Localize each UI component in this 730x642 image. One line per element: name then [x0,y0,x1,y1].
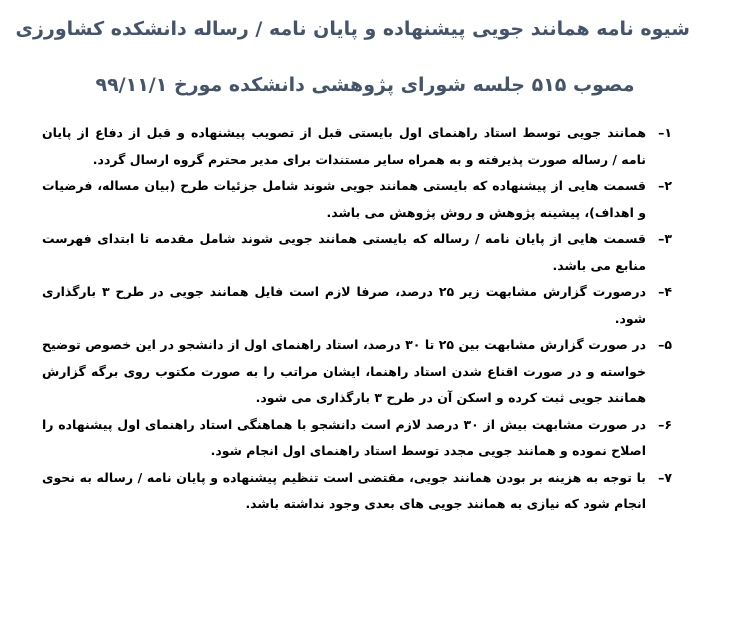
guideline-item-5 [42,332,672,412]
item-text: همانند جویی توسط استاد راهنمای اول بایستی قبل از تصویب پیشنهاده و قبل از دفاع از پایان نامه / رساله صورت پذیرفته و به همراه سایر مستندات برای مدیر محترم گروه ارسال گردد. [42,125,646,167]
item-text: با توجه به هزینه بر بودن همانند جویی، مقتضی است تنظیم پیشنهاده و پایان نامه / رساله به نحوی انجام شود که نیازی به همانند جویی های بعدی وجود نداشته باشد. [42,469,646,511]
item-number: ۷– [658,469,672,485]
guideline-item-2 [42,173,672,226]
item-number: ۱– [658,125,672,140]
guideline-list [42,120,672,518]
item-number: ۶– [658,416,672,432]
guideline-item-3 [42,226,672,279]
guideline-item-6 [42,412,672,465]
guideline-item-1 [42,120,672,173]
item-number: ۴– [658,284,672,299]
item-text: در صورت مشابهت بیش از ۳۰ درصد لازم است دانشجو با هماهنگی استاد راهنمای اول پیشنهاده را اصلاح نموده و همانند جویی مجدد توسط استاد راهنمای اول انجام شود. [42,416,646,458]
item-text: در صورت گزارش مشابهت بین ۲۵ تا ۳۰ درصد، استاد راهنمای اول از دانشجو در این خصوص توضیح خواسته و در صورت اقناع شدن استاد راهنما، ایشان مراتب را به صورت مکتوب روی برگه گزارش همانند جویی ثبت کرده و اسکن آن در طرح ۳ بارگذاری می شود. [42,337,646,405]
page-title: شیوه نامه همانند جویی پیشنهاده و پایان نامه / رساله دانشکده کشاورزی [15,18,690,40]
guideline-item-4 [42,279,672,332]
item-text: قسمت هایی از پایان نامه / رساله که بایستی همانند جویی شوند شامل مقدمه تا ابتدای فهرست منابع می باشد. [42,231,646,273]
item-number: ۵– [658,337,672,352]
item-text: قسمت هایی از پیشنهاده که بایستی همانند جویی شوند شامل جزئیات طرح (بیان مساله، فرضیات و اهداف)، پیشینه پژوهش و روش پژوهش می باشد. [42,178,646,220]
item-text: درصورت گزارش مشابهت زیر ۲۵ درصد، صرفا لازم است فایل همانند جویی در طرح ۳ بارگذاری شود. [42,284,646,326]
guideline-item-7 [42,465,672,518]
approval-subtitle: مصوب ۵۱۵ جلسه شورای پژوهشی دانشکده مورخ ۹۹/۱۱/۱ [95,74,635,96]
item-number: ۲– [658,178,672,193]
item-number: ۳– [658,231,672,246]
